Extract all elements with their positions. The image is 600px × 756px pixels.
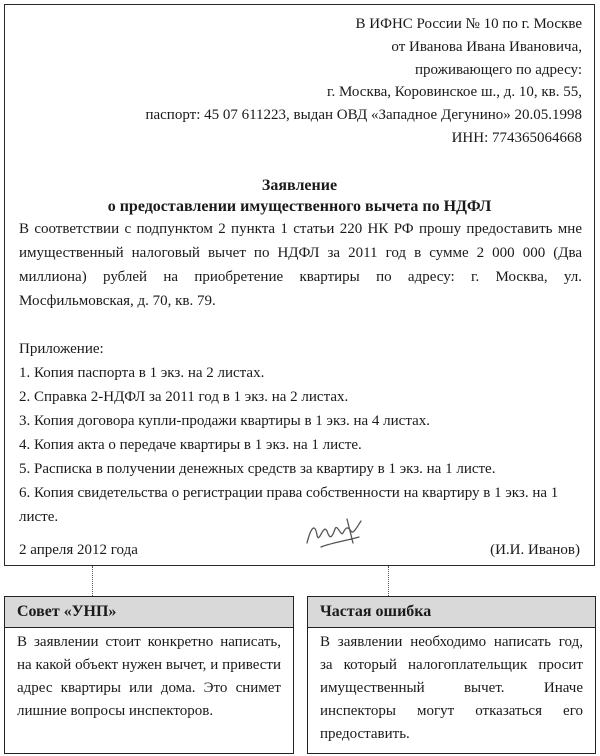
addressee-line: В ИФНС России № 10 по г. Москве [355,16,582,32]
request-paragraph: В соответствии с подпунктом 2 пункта 1 статьи 220 НК РФ прошу предоставить мне имущественный налоговый вычет по НДФЛ за 2011 год в сумме 2 000 000 (Два миллиона) рублей на приобретение квартиры по адресу: г. Москва, ул. Мосфильмовская, д. 70, кв. 79. [19,221,582,309]
title-line-1: Заявление [261,177,338,194]
addressee-block [145,13,582,150]
addressee-line: ИНН: 774365064668 [451,129,582,146]
document-title [5,175,594,217]
mistake-box [307,596,596,754]
callout-connector [92,566,93,596]
advice-text: В заявлении стоит конкретно написать, на какой объект нужен вычет, и привести адрес квартиры или дома. Это снимет лишние вопросы инспекторов. [17,634,281,719]
attachments-list [19,337,582,529]
signature-mark [301,513,367,553]
addressee-line: проживающего по адресу: [414,61,582,78]
attachments-heading: Приложение: [19,341,104,357]
document-date: 2 апреля 2012 года [19,542,138,558]
mistake-text: В заявлении необходимо написать год, за который налогоплательщик просит имущественный вычет. Иначе инспекторы могут отказаться его предоставить. [320,634,583,742]
attachment-item: 6. Копия свидетельства о регистрации права собственности на квартиру в 1 экз. на 1 листе. [19,485,559,525]
attachment-item: 5. Расписка в получении денежных средств за квартиру в 1 экз. на 1 листе. [19,461,496,477]
addressee-line: г. Москва, Коровинское ш., д. 10, кв. 55, [326,84,582,101]
advice-title: Совет «УНП» [5,597,293,628]
attachment-item: 4. Копия акта о передаче квартиры в 1 экз. на 1 листе. [19,437,362,453]
callout-connector [388,566,389,596]
attachment-item: 1. Копия паспорта в 1 экз. на 2 листах. [19,365,265,381]
addressee-line: от Иванова Ивана Ивановича, [391,38,582,55]
title-line-2: о предоставлении имущественного вычета по НДФЛ [107,198,492,215]
mistake-title: Частая ошибка [308,597,595,628]
addressee-line: паспорт: 45 07 611223, выдан ОВД «Западное Дегунино» 20.05.1998 [145,107,582,124]
application-document [4,4,595,566]
attachment-item: 2. Справка 2-НДФЛ за 2011 год в 1 экз. на 2 листах. [19,389,349,405]
advice-box [4,596,294,754]
attachment-item: 3. Копия договора купли-продажи квартиры в 1 экз. на 4 листах. [19,413,430,429]
signer-name: (И.И. Иванов) [490,542,580,558]
